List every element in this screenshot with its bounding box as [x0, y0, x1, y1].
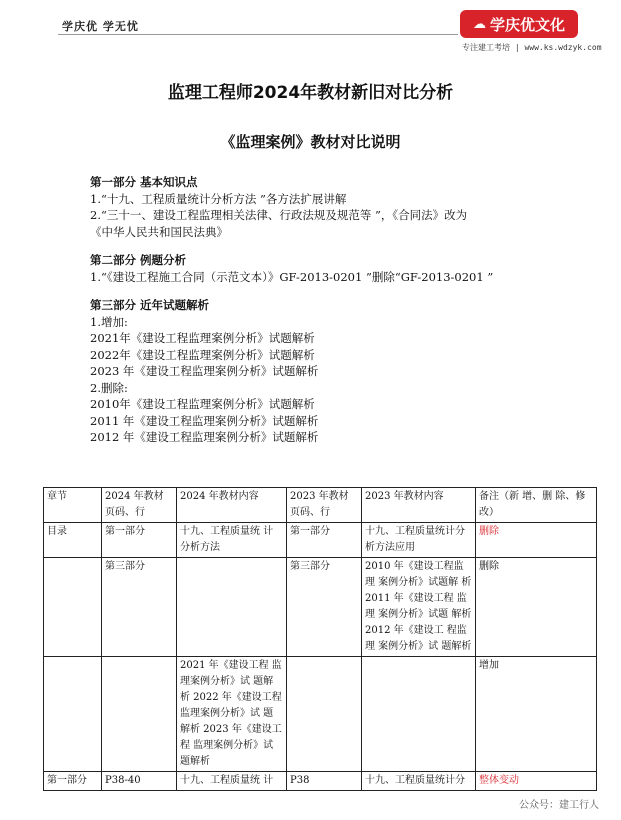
- section-heading-part3: 第三部分 近年试题解析: [90, 298, 210, 312]
- table-header-cell: 2024 年教材页码、行: [102, 488, 177, 523]
- section-line: 2011 年《建设工程监理案例分析》试题解析: [90, 413, 319, 428]
- section-line: 2021年《建设工程监理案例分析》试题解析: [90, 331, 315, 345]
- table-remark-cell: 删除: [476, 523, 597, 558]
- table-remark-cell: 删除: [476, 558, 597, 657]
- table-cell: [44, 558, 102, 657]
- table-header-cell: 备注（新 增、删 除、修 改）: [476, 488, 597, 523]
- page-subtitle: 《监理案例》教材对比说明: [220, 133, 401, 151]
- section-line: 2012 年《建设工程监理案例分析》试题解析: [90, 430, 319, 444]
- table-cell: 第一部分: [102, 523, 177, 558]
- cloud-icon: ☁: [472, 16, 486, 32]
- table-header-cell: 章节: [44, 488, 102, 523]
- table-cell: 2010 年《建设工程监理 案例分析》试题解 析 2011 年《建设工程 监理 案例分析》试题 解析 2012 年《建设工 程监理 案例分析》试 题解析: [362, 558, 476, 657]
- page-title: 监理工程师2024年教材新旧对比分析: [167, 83, 454, 103]
- table-row: [44, 558, 597, 657]
- table-cell: 目录: [44, 523, 102, 558]
- section-line: 《中华人民共和国民法典》: [90, 224, 228, 239]
- table-cell: [177, 558, 287, 657]
- section-line: 1.增加:: [90, 314, 128, 329]
- brand-logo-text: 学庆优文化: [489, 15, 565, 34]
- brand-tagline: 专注建工考培 | www.ks.wdzyk.com: [462, 43, 602, 52]
- table-header-cell: 2023 年教材页码、行: [287, 488, 362, 523]
- table-header-cell: 2024 年教材内容: [177, 488, 287, 523]
- brand-logo: [460, 10, 578, 38]
- table-cell: 第三部分: [102, 558, 177, 657]
- footer-watermark: 公众号：建工行人: [515, 795, 603, 812]
- table-cell: [287, 657, 362, 772]
- header-divider: [58, 34, 458, 35]
- table-remark-cell: 增加: [476, 657, 597, 772]
- section-heading-part1: 第一部分 基本知识点: [90, 175, 198, 189]
- comparison-table: [43, 487, 597, 791]
- table-cell: 2021 年《建设工程 监理案例分析》试 题解 析 2022 年《建设工程 监理案例分析》试 题 解析 2023 年《建设工 程 监理案例分析》试 题解析: [177, 657, 287, 772]
- section-line: 1.“《建设工程施工合同（示范文本）》GF-2013-0201 ”删除“GF-2013-0201 ”: [90, 269, 494, 284]
- table-header-cell: 2023 年教材内容: [362, 488, 476, 523]
- table-row: [44, 523, 597, 558]
- table-cell: 第一部分: [287, 523, 362, 558]
- table-cell: [44, 657, 102, 772]
- table-cell: P38-40: [102, 772, 177, 791]
- table-cell: 十九、工程质量统计分析方法应用: [362, 523, 476, 558]
- table-cell: 第三部分: [287, 558, 362, 657]
- table-cell: [362, 657, 476, 772]
- table-remark-cell: 整体变动: [476, 772, 597, 791]
- table-cell: 十九、工程质量统 计: [177, 772, 287, 791]
- document-body: [90, 174, 550, 446]
- table-row: [44, 657, 597, 772]
- table-row: [44, 772, 597, 791]
- section-line: 2010年《建设工程监理案例分析》试题解析: [90, 397, 315, 411]
- header-slogan: 学庆优 学无忧: [62, 20, 139, 33]
- section-line: 2023 年《建设工程监理案例分析》试题解析: [90, 364, 319, 378]
- section-line: 2022年《建设工程监理案例分析》试题解析: [90, 347, 315, 362]
- section-line: 2.删除:: [90, 380, 128, 395]
- section-line: 2.“三十一、建设工程监理相关法律、行政法规及规范等 ”，《合同法》改为: [90, 208, 468, 222]
- table-cell: 十九、工程质量统计分: [362, 772, 476, 791]
- section-line: 1.“十九、工程质量统计分析方法 ”各方法扩展讲解: [90, 191, 347, 206]
- table-cell: [102, 657, 177, 772]
- table-header-row: [44, 488, 597, 523]
- section-heading-part2: 第二部分 例题分析: [90, 253, 187, 267]
- table-cell: P38: [287, 772, 362, 791]
- table-cell: 第一部分: [44, 772, 102, 791]
- table-cell: 十九、工程质量统 计分析方法: [177, 523, 287, 558]
